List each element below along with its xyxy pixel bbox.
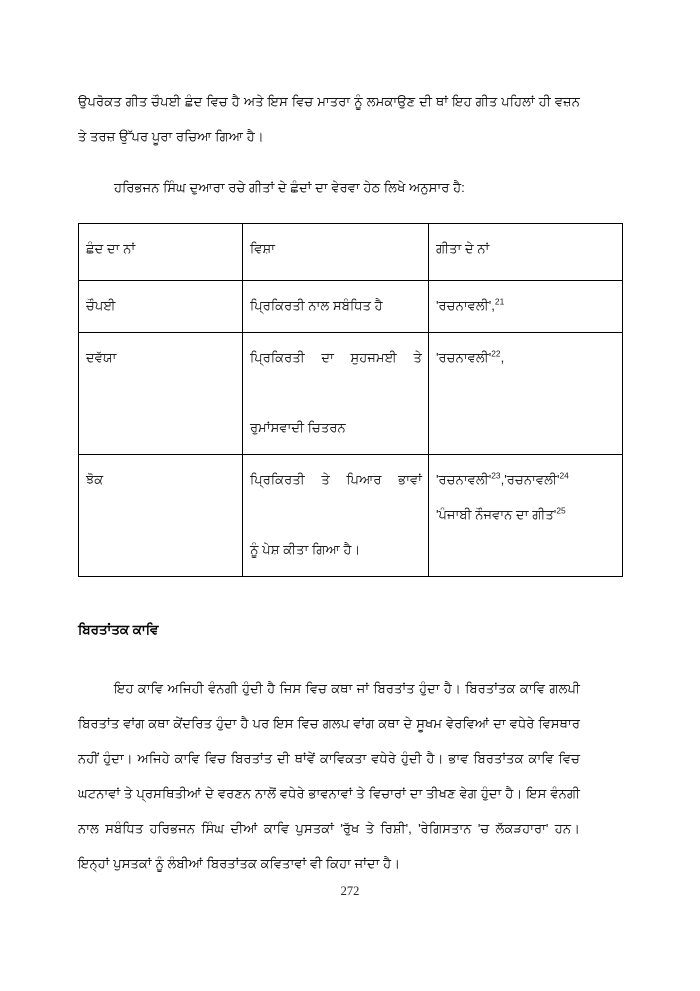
cell-line: ਪ੍ਰਿਕਿਰਤੀ ਤੇ ਪਿਆਰ ਭਾਵਾਂ [250, 472, 422, 487]
cell-subject [243, 333, 429, 455]
cell-line: ਨੂੰ ਪੇਸ਼ ਕੀਤਾ ਗਿਆ ਹੈ। [250, 542, 361, 557]
page-content [78, 84, 580, 881]
footnote-marker: 25 [556, 505, 566, 516]
song-title-tail: , [500, 350, 505, 365]
cell-line [436, 497, 616, 532]
cell-subject [243, 281, 429, 333]
section-body-paragraph: ਇਹ ਕਾਵਿ ਅਜਿਹੀ ਵੰਨਗੀ ਹੁੰਦੀ ਹੈ ਜਿਸ ਵਿਚ ਕਥਾ ਜਾਂ ਬਿਰਤਾਂਤ ਹੁੰਦਾ ਹੈ। ਬਿਰਤਾਂਤਕ ਕਾਵਿ ਗਲਪੀ ਬਿਰਤਾਂਤ ਵਾਂਗ ਕਥਾ ਕੇਂਦਰਿਤ ਹੁੰਦਾ ਹੈ ਪਰ ਇਸ ਵਿਚ ਗਲਪ ਵਾਂਗ ਕਥਾ ਦੇ ਸੂਖਮ ਵੇਰਵਿਆਂ ਦਾ ਵਧੇਰੇ ਵਿਸਥਾਰ ਨਹੀਂ ਹੁੰਦਾ। ਅਜਿਹੇ ਕਾਵਿ ਵਿਚ ਬਿਰਤਾਂਤ ਦੀ ਥਾਂਵੇਂ ਕਾਵਿਕਤਾ ਵਧੇਰੇ ਹੁੰਦੀ ਹੈ। ਭਾਵ ਬਿਰਤਾਂਤਕ ਕਾਵਿ ਵਿਚ ਘਟਨਾਵਾਂ ਤੇ ਪ੍ਰਸਥਿਤੀਆਂ ਦੇ ਵਰਣਨ ਨਾਲੋਂ ਵਧੇਰੇ ਭਾਵਨਾਵਾਂ ਤੇ ਵਿਚਾਰਾਂ ਦਾ ਤੀਖਣ ਵੇਗ ਹੁੰਦਾ ਹੈ। ਇਸ ਵੰਨਗੀ ਨਾਲ ਸਬੰਧਿਤ ਹਰਿਭਜਨ ਸਿੰਘ ਦੀਆਂ ਕਾਵਿ ਪੁਸਤਕਾਂ 'ਰੁੱਖ ਤੇ ਰਿਸ਼ੀ', 'ਰੇਗਿਸਤਾਨ 'ਚ ਲੱਕੜਹਾਰਾ' ਹਨ। ਇਨ੍ਹਾਂ ਪੁਸਤਕਾਂ ਨੂੰ ਲੰਬੀਆਂ ਬਿਰਤਾਂਤਕ ਕਵਿਤਾਵਾਂ ਵੀ ਕਿਹਾ ਜਾਂਦਾ ਹੈ। [78, 681, 580, 871]
footnote-marker: 21 [494, 296, 505, 307]
table-header-subject: ਵਿਸ਼ਾ [243, 224, 429, 281]
cell-subject [243, 455, 429, 577]
song-title-separator: ,'ਰਚਨਾਵਲੀ' [500, 472, 560, 487]
cell-line: ਰੁਮਾਂਸਵਾਦੀ ਚਿਤਰਨ [250, 420, 346, 435]
table-row [79, 333, 623, 455]
spacer [78, 645, 580, 671]
footnote-marker: 23 [491, 470, 501, 481]
cell-line: ਪ੍ਰਿਕਿਰਤੀ ਦਾ ਸੁਹਜਮਈ ਤੇ [250, 350, 422, 365]
section-heading: ਬਿਰਤਾਂਤਕ ਕਾਵਿ [78, 622, 159, 637]
table-header-song-names: ਗੀਤਾ ਦੇ ਨਾਂ [429, 224, 623, 281]
spacer [78, 577, 580, 615]
table-header-chand-name: ਛੰਦ ਦਾ ਨਾਂ [79, 224, 243, 281]
cell-chand-name: ਚੌਪਈ [79, 281, 243, 333]
page-number: 272 [340, 884, 360, 898]
intro-paragraph-2: ਹਰਿਭਜਨ ਸਿੰਘ ਦੁਆਰਾ ਰਚੇ ਗੀਤਾਂ ਦੇ ਛੰਦਾਂ ਦਾ ਵੇਰਵਾ ਹੇਠ ਲਿਖੇ ਅਨੁਸਾਰ ਹੈ: [114, 180, 465, 195]
cell-song-names [429, 281, 623, 333]
table-header-row [79, 224, 623, 281]
footnote-marker: 24 [559, 470, 569, 481]
cell-line [436, 340, 616, 375]
table-row [79, 281, 623, 333]
song-title: 'ਪੰਜਾਬੀ ਨੌਜਵਾਨ ਦਾ ਗੀਤ' [436, 507, 557, 522]
cell-line [436, 288, 616, 323]
cell-line [436, 462, 616, 497]
song-title: 'ਰਚਨਾਵਲੀ', [436, 298, 495, 313]
table-row [79, 455, 623, 577]
chand-details-table [78, 223, 623, 577]
song-title: 'ਰਚਨਾਵਲੀ' [436, 472, 492, 487]
footnote-marker: 22 [491, 348, 501, 359]
intro-paragraph-1: ਉਪਰੋਕਤ ਗੀਤ ਚੌਪਈ ਛੰਦ ਵਿਚ ਹੈ ਅਤੇ ਇਸ ਵਿਚ ਮਾਤਰਾ ਨੂੰ ਲਮਕਾਉਣ ਦੀ ਥਾਂ ਇਹ ਗੀਤ ਪਹਿਲਾਂ ਹੀ ਵਜ਼ਨ ਤੇ ਤਰਜ਼ ਉੱਪਰ ਪੂਰਾ ਰਚਿਆ ਗਿਆ ਹੈ। [78, 94, 580, 144]
song-title: 'ਰਚਨਾਵਲੀ' [436, 350, 492, 365]
cell-line: ਪ੍ਰਿਕਿਰਤੀ ਨਾਲ ਸਬੰਧਿਤ ਹੈ [250, 298, 383, 313]
cell-chand-name: ਝੋਕ [79, 455, 243, 577]
spacer [78, 154, 580, 170]
cell-chand-name: ਦਵੱਯਾ [79, 333, 243, 455]
cell-song-names [429, 455, 623, 577]
cell-song-names [429, 333, 623, 455]
chand-table-wrapper [78, 223, 580, 577]
